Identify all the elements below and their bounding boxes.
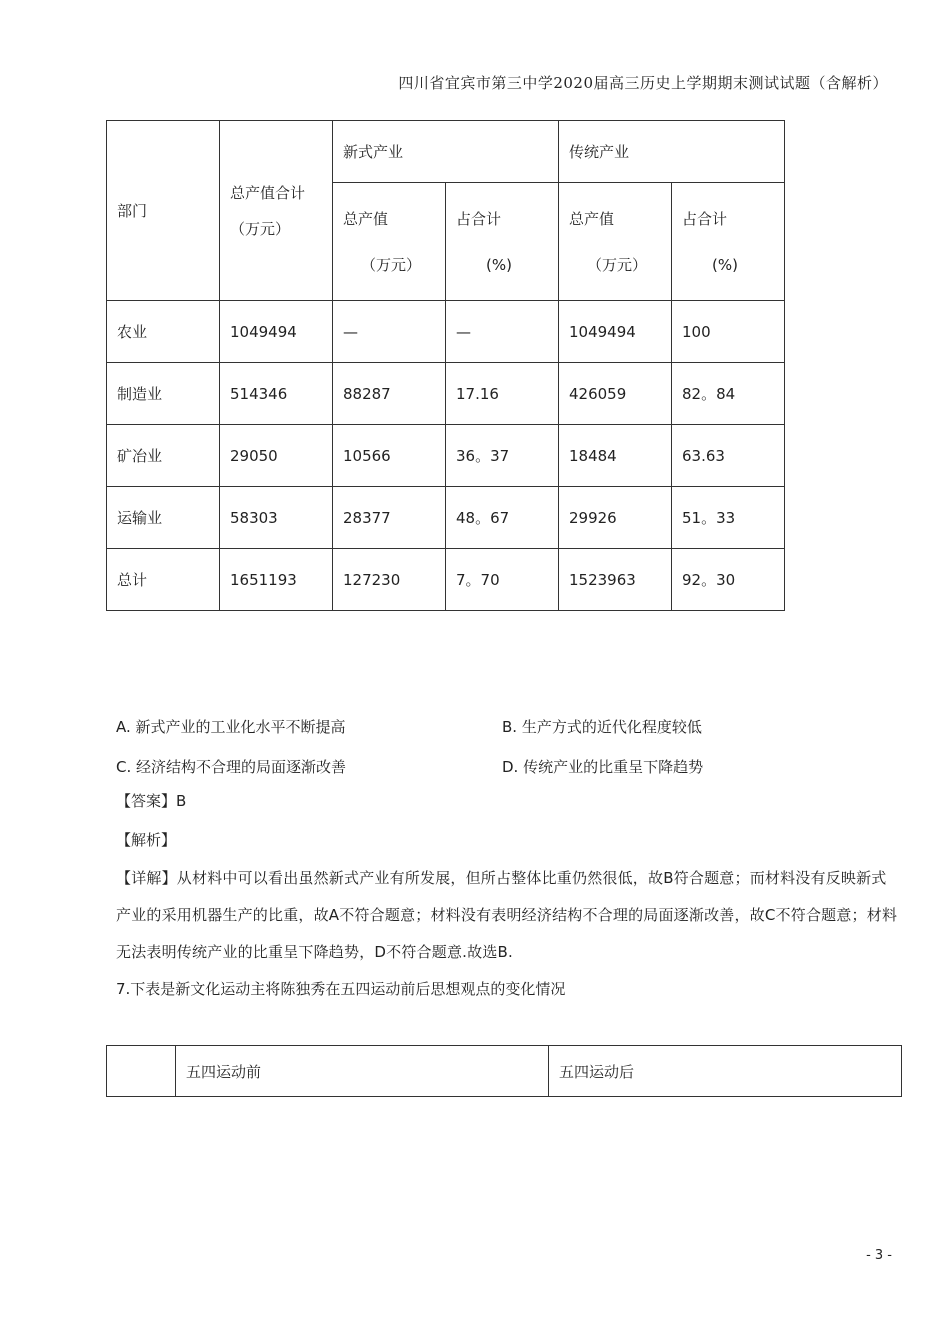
table-row (107, 363, 785, 425)
option-a: A. 新式产业的工业化水平不断提高 (116, 718, 346, 736)
table-cell: 29050 (220, 425, 333, 487)
question-7: 7.下表是新文化运动主将陈独秀在五四运动前后思想观点的变化情况 (116, 980, 566, 998)
table-cell: 100 (672, 301, 785, 363)
table-cell: 矿冶业 (107, 425, 220, 487)
table-cell: 58303 (220, 487, 333, 549)
option-b: B. 生产方式的近代化程度较低 (502, 718, 702, 736)
table-cell: 29926 (559, 487, 672, 549)
header-new-value: 总产值 （万元） (333, 183, 446, 301)
page-number: - 3 - (866, 1248, 892, 1263)
table-cell: 63.63 (672, 425, 785, 487)
header-total: 总产值合计 （万元） (220, 121, 333, 301)
table-row (107, 549, 785, 611)
answer-line: 【答案】B (116, 792, 187, 810)
header-trad-value: 总产值 （万元） (559, 183, 672, 301)
header-new-pct: 占合计 (%) (446, 183, 559, 301)
table-cell: — (333, 301, 446, 363)
table-cell: 36。37 (446, 425, 559, 487)
industry-table (106, 120, 785, 611)
header-traditional-industry: 传统产业 (559, 121, 785, 183)
table-cell: 18484 (559, 425, 672, 487)
table-row (107, 301, 785, 363)
table-cell: 48。67 (446, 487, 559, 549)
page-header: 四川省宜宾市第三中学2020届高三历史上学期期末测试试题（含解析） (398, 74, 888, 92)
table-cell: 51。33 (672, 487, 785, 549)
detail-paragraph: 【详解】从材料中可以看出虽然新式产业有所发展，但所占整体比重仍然很低，故B符合题意；而材料没有反映新式产业的采用机器生产的比重，故A不符合题意；材料没有表明经济结构不合理的局面逐渐改善，故C不符合题意；材料无法表明传统产业的比重呈下降趋势，D不符合题意.故选B. (116, 869, 898, 961)
table-cell: 10566 (333, 425, 446, 487)
header-dept: 部门 (107, 121, 220, 301)
table-cell: 1049494 (559, 301, 672, 363)
option-c: C. 经济结构不合理的局面逐渐改善 (116, 758, 347, 776)
table-cell: 88287 (333, 363, 446, 425)
table2-empty-cell (107, 1046, 176, 1097)
table-cell: 426059 (559, 363, 672, 425)
header-new-industry: 新式产业 (333, 121, 559, 183)
table2-before-header: 五四运动前 (176, 1046, 549, 1097)
table-cell: 127230 (333, 549, 446, 611)
table-cell: 农业 (107, 301, 220, 363)
table-cell: 总计 (107, 549, 220, 611)
table-row (107, 487, 785, 549)
table-cell: 1651193 (220, 549, 333, 611)
table2-after-header: 五四运动后 (549, 1046, 902, 1097)
table-cell: 514346 (220, 363, 333, 425)
header-trad-pct: 占合计 (%) (672, 183, 785, 301)
table-cell: — (446, 301, 559, 363)
analysis-label: 【解析】 (116, 831, 177, 849)
table-cell: 17.16 (446, 363, 559, 425)
table-row (107, 425, 785, 487)
table-cell: 28377 (333, 487, 446, 549)
option-d: D. 传统产业的比重呈下降趋势 (502, 758, 704, 776)
question-7-table (106, 1045, 902, 1097)
table-cell: 制造业 (107, 363, 220, 425)
table-cell: 1049494 (220, 301, 333, 363)
table-cell: 1523963 (559, 549, 672, 611)
table-cell: 82。84 (672, 363, 785, 425)
table-cell: 运输业 (107, 487, 220, 549)
table-cell: 7。70 (446, 549, 559, 611)
table-cell: 92。30 (672, 549, 785, 611)
